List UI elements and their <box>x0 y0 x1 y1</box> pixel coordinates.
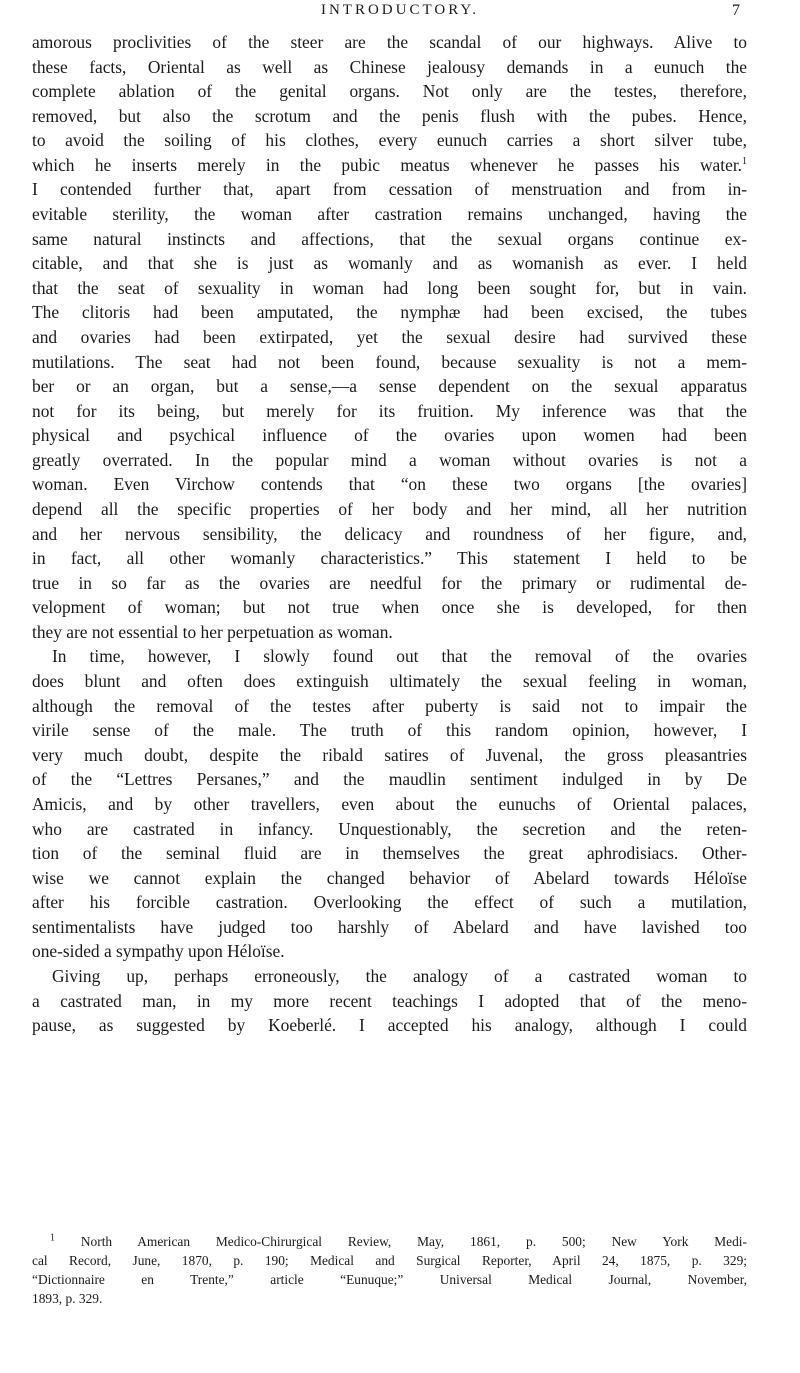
footnote-line: “Dictionnaire en Trente,” article “Eunuque;” Universal Medical Journal, November, <box>32 1272 747 1287</box>
text-line: and her nervous sensibility, the delicacy and roundness of her figure, and, <box>32 523 747 544</box>
footnote-line: 1893, p. 329. <box>32 1291 103 1306</box>
running-head: INTRODUCTORY. <box>320 2 480 18</box>
paragraph <box>32 964 747 1038</box>
text-line: tion of the seminal fluid are in themselves the great aphrodisiacs. Other- <box>32 843 747 864</box>
text-line: depend all the specific properties of her body and her mind, all her nutrition <box>32 498 747 519</box>
text-line: sentimentalists have judged too harshly of Abelard and have lavished too <box>32 916 747 937</box>
text-line: that the seat of sexuality in woman had long been sought for, but in vain. <box>32 277 747 298</box>
paragraph <box>32 644 747 964</box>
text-line: not for its being, but merely for its fruition. My inference was that the <box>32 400 747 421</box>
text-line-with-footnote <box>32 153 747 178</box>
text-line: these facts, Oriental as well as Chinese jealousy demands in a eunuch the <box>32 56 747 77</box>
text-line: which he inserts merely in the pubic meatus whenever he passes his water. <box>32 154 742 175</box>
text-line: wise we cannot explain the changed behavior of Abelard towards Héloïse <box>32 867 747 888</box>
text-line: complete ablation of the genital organs. Not only are the testes, therefore, <box>32 81 747 102</box>
body-text <box>32 30 747 1038</box>
page-number: 7 <box>732 2 740 19</box>
text-line: very much doubt, despite the ribald satires of Juvenal, the gross pleasantries <box>32 744 747 765</box>
text-line: ber or an organ, but a sense,—a sense dependent on the sexual apparatus <box>32 376 747 397</box>
text-line: of the “Lettres Persanes,” and the maudlin sentiment indulged in by De <box>32 769 747 790</box>
text-line: woman. Even Virchow contends that “on these two organs [the ovaries] <box>32 474 747 495</box>
text-line: mutilations. The seat had not been found, because sexuality is not a mem- <box>32 351 747 372</box>
text-line: they are not essential to her perpetuation as woman. <box>32 621 393 642</box>
text-line: same natural instincts and affections, that the sexual organs continue ex- <box>32 228 747 249</box>
footnote-text: North American Medico-Chirurgical Review, May, 1861, p. 500; New York Medi- <box>80 1234 747 1249</box>
text-line: physical and psychical influence of the ovaries upon women had been <box>32 425 747 446</box>
text-line: removed, but also the scrotum and the penis flush with the pubes. Hence, <box>32 105 747 126</box>
text-line: although the removal of the testes after puberty is said not to impair the <box>32 695 747 716</box>
text-line: does blunt and often does extinguish ultimately the sexual feeling in woman, <box>32 671 747 692</box>
text-line: a castrated man, in my more recent teachings I adopted that of the meno- <box>32 990 747 1011</box>
text-line: virile sense of the male. The truth of this random opinion, however, I <box>32 720 747 741</box>
footnote-line: cal Record, June, 1870, p. 190; Medical and Surgical Reporter, April 24, 1875, p. 329; <box>32 1253 747 1268</box>
text-line: Giving up, perhaps erroneously, the analogy of a castrated woman to <box>52 965 747 986</box>
text-line: to avoid the soiling of his clothes, every eunuch carries a short silver tube, <box>32 130 747 151</box>
text-line: true in so far as the ovaries are needful for the primary or rudimental de- <box>32 572 747 593</box>
text-line: and ovaries had been extirpated, yet the sexual desire had survived these <box>32 326 747 347</box>
footnotes <box>32 1232 747 1308</box>
text-line: Amicis, and by other travellers, even about the eunuchs of Oriental palaces, <box>32 793 747 814</box>
page-header <box>40 2 760 24</box>
footnote-marker: 1 <box>50 1232 55 1244</box>
text-line: citable, and that she is just as womanly and as womanish as ever. I held <box>32 253 747 274</box>
text-line: evitable sterility, the woman after castration remains unchanged, having the <box>32 204 747 225</box>
footnote-reference[interactable]: 1 <box>742 156 747 168</box>
text-line: amorous proclivities of the steer are the scandal of our highways. Alive to <box>32 32 747 52</box>
footnote-line <box>32 1232 747 1251</box>
text-line: pause, as suggested by Koeberlé. I accepted his analogy, although I could <box>32 1015 747 1036</box>
text-line: after his forcible castration. Overlooking the effect of such a mutilation, <box>32 892 747 913</box>
text-line: In time, however, I slowly found out that the removal of the ovaries <box>52 646 747 667</box>
text-line: who are castrated in infancy. Unquestionably, the secretion and the reten- <box>32 818 747 839</box>
text-line: velopment of woman; but not true when once she is developed, for then <box>32 597 747 618</box>
paragraph <box>32 30 747 644</box>
text-line: greatly overrated. In the popular mind a woman without ovaries is not a <box>32 449 747 470</box>
text-line: in fact, all other womanly characteristics.” This statement I held to be <box>32 548 747 569</box>
text-line: I contended further that, apart from cessation of menstruation and from in- <box>32 179 747 200</box>
text-line: one-sided a sympathy upon Héloïse. <box>32 941 285 962</box>
text-line: The clitoris had been amputated, the nymphæ had been excised, the tubes <box>32 302 747 323</box>
